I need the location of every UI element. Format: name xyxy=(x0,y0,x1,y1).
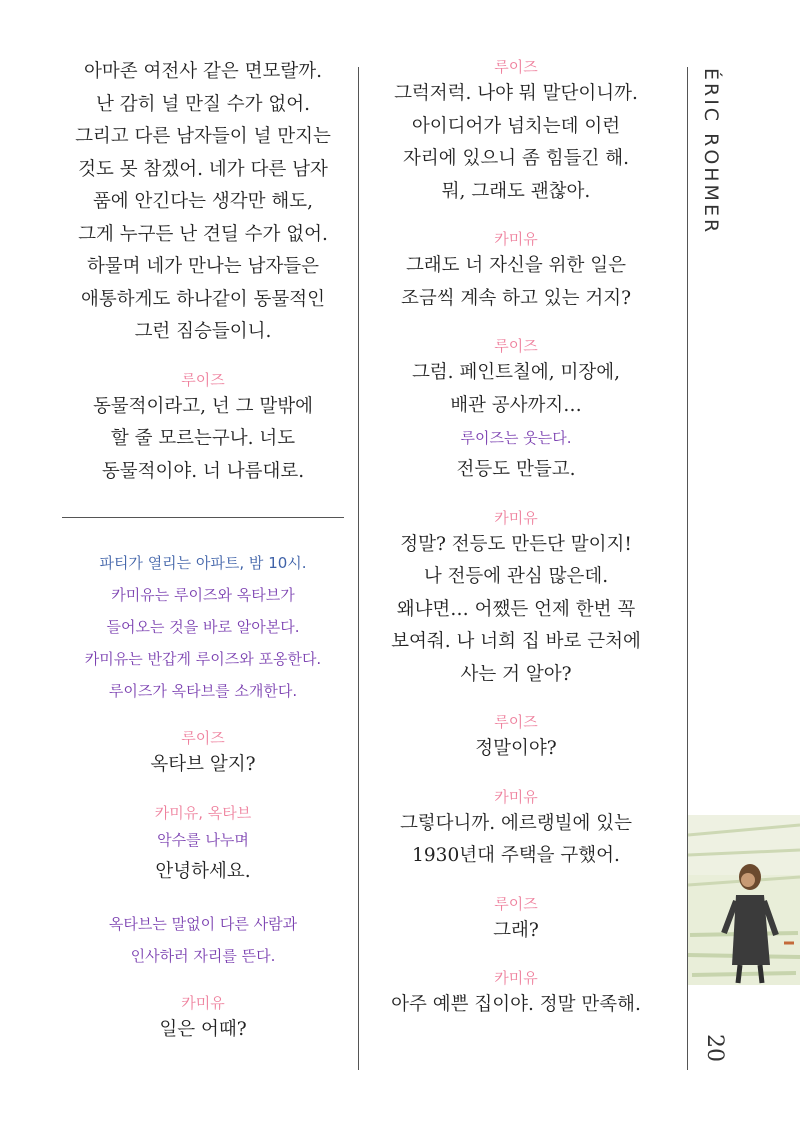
stage-direction: 루이즈는 웃는다. xyxy=(460,429,572,447)
dialogue-line: 그럼. 페인트칠에, 미장에, xyxy=(411,362,621,383)
dialogue-line: 정말? 전등도 만든단 말이지! xyxy=(400,533,632,555)
dialogue-line: 할 줄 모르는구나. 너도 xyxy=(110,428,296,449)
speaker-name: 루이즈 xyxy=(494,713,538,731)
spacer xyxy=(366,873,666,893)
running-head: ÉRIC ROHMER xyxy=(700,68,722,236)
speaker-name: 카미유 xyxy=(494,230,538,248)
spacer xyxy=(366,947,666,967)
spacer xyxy=(58,972,348,992)
stage-direction: 루이즈가 옥타브를 소개한다. xyxy=(108,682,298,700)
spacer xyxy=(58,349,348,369)
spacer xyxy=(58,782,348,802)
speaker-name: 카미유 xyxy=(494,508,538,527)
dialogue-line: 그런 짐승들이니. xyxy=(134,321,272,342)
section-divider xyxy=(62,517,344,518)
middle-column xyxy=(366,56,666,1022)
dialogue-line: 애통하게도 하나같이 동물적인 xyxy=(80,288,326,310)
spacer xyxy=(366,691,666,711)
left-column-lower xyxy=(58,547,348,1047)
speaker-name: 루이즈 xyxy=(181,370,225,389)
illustration-sketch xyxy=(688,815,800,985)
dialogue-line: 그럭저럭. 나야 뭐 말단이니까. xyxy=(394,83,638,104)
dialogue-line: 아주 예쁜 집이야. 정말 만족해. xyxy=(391,994,641,1015)
spacer xyxy=(58,707,348,727)
dialogue-line: 그리고 다른 남자들이 널 만지는 xyxy=(75,126,331,147)
speaker-name: 루이즈 xyxy=(494,894,538,913)
dialogue-line: 그렇다니까. 에르랭빌에 있는 xyxy=(399,812,633,834)
speaker-name: 루이즈 xyxy=(494,58,538,76)
dialogue-line: 안녕하세요. xyxy=(155,860,251,882)
page-number: 20 xyxy=(702,1034,727,1062)
speaker-name: 루이즈 xyxy=(181,729,225,747)
dialogue-line: 조금씩 계속 하고 있는 거지? xyxy=(400,287,632,309)
dialogue-line: 정말이야? xyxy=(475,738,557,759)
dialogue-line: 아마존 여전사 같은 면모랄까. xyxy=(84,61,322,82)
spacer xyxy=(366,208,666,228)
stage-direction: 들어오는 것을 바로 알아본다. xyxy=(106,618,300,636)
dialogue-line: 전등도 만들고. xyxy=(456,459,576,480)
speaker-name: 카미유 xyxy=(494,969,538,987)
dialogue-line: 나 전등에 관심 많은데. xyxy=(423,566,609,587)
dialogue-line: 하물며 네가 만나는 남자들은 xyxy=(86,256,320,277)
stage-direction: 옥타브는 말없이 다른 사람과 xyxy=(108,915,298,933)
dialogue-line: 자리에 있으니 좀 힘들긴 해. xyxy=(403,148,629,169)
dialogue-line: 품에 안긴다는 생각만 해도, xyxy=(92,191,314,212)
scene-heading: 파티가 열리는 아파트, 밤 10시. xyxy=(99,554,307,572)
spacer xyxy=(366,487,666,507)
dialogue-line: 동물적이라고, 넌 그 말밖에 xyxy=(92,395,314,417)
stage-direction: 카미유는 반갑게 루이즈와 포옹한다. xyxy=(84,650,322,668)
spacer xyxy=(366,766,666,786)
dialogue-line: 그래도 너 자신을 위한 일은 xyxy=(405,255,627,276)
dialogue-line: 1930년대 주택을 구했어. xyxy=(412,845,620,866)
dialogue-line: 일은 어때? xyxy=(159,1019,247,1040)
dialogue-line: 뭐, 그래도 괜찮아. xyxy=(441,180,591,202)
dialogue-line: 보여줘. 나 너희 집 바로 근처에 xyxy=(391,631,641,652)
stage-direction: 인사하러 자리를 뜬다. xyxy=(130,947,276,965)
dialogue-line: 옥타브 알지? xyxy=(150,754,256,775)
column-rule xyxy=(358,67,359,1070)
speaker-name: 카미유 xyxy=(181,994,225,1012)
speaker-name: 루이즈 xyxy=(494,337,538,355)
dialogue-line: 동물적이야. 너 나름대로. xyxy=(101,460,305,482)
dialogue-line: 아이디어가 넘치는데 이런 xyxy=(411,115,621,137)
dialogue-line: 그게 누구든 난 견딜 수가 없어. xyxy=(78,223,328,245)
speaker-name: 카미유 xyxy=(494,787,538,806)
dialogue-line: 왜냐면… 어쨌든 언제 한번 꼭 xyxy=(396,598,636,620)
speaker-name: 카미유, 옥타브 xyxy=(154,803,252,822)
stage-direction: 악수를 나누며 xyxy=(157,830,249,849)
left-column xyxy=(58,56,348,488)
dialogue-line: 배관 공사까지… xyxy=(450,394,582,416)
dialogue-line: 그래? xyxy=(493,919,539,941)
stage-direction: 카미유는 루이즈와 옥타브가 xyxy=(111,586,295,604)
spacer xyxy=(366,315,666,335)
dialogue-line: 사는 거 알아? xyxy=(460,663,572,685)
dialogue-line: 난 감히 널 만질 수가 없어. xyxy=(96,93,310,115)
dialogue-line: 것도 못 참겠어. 네가 다른 남자 xyxy=(78,158,328,180)
spacer xyxy=(58,888,348,908)
